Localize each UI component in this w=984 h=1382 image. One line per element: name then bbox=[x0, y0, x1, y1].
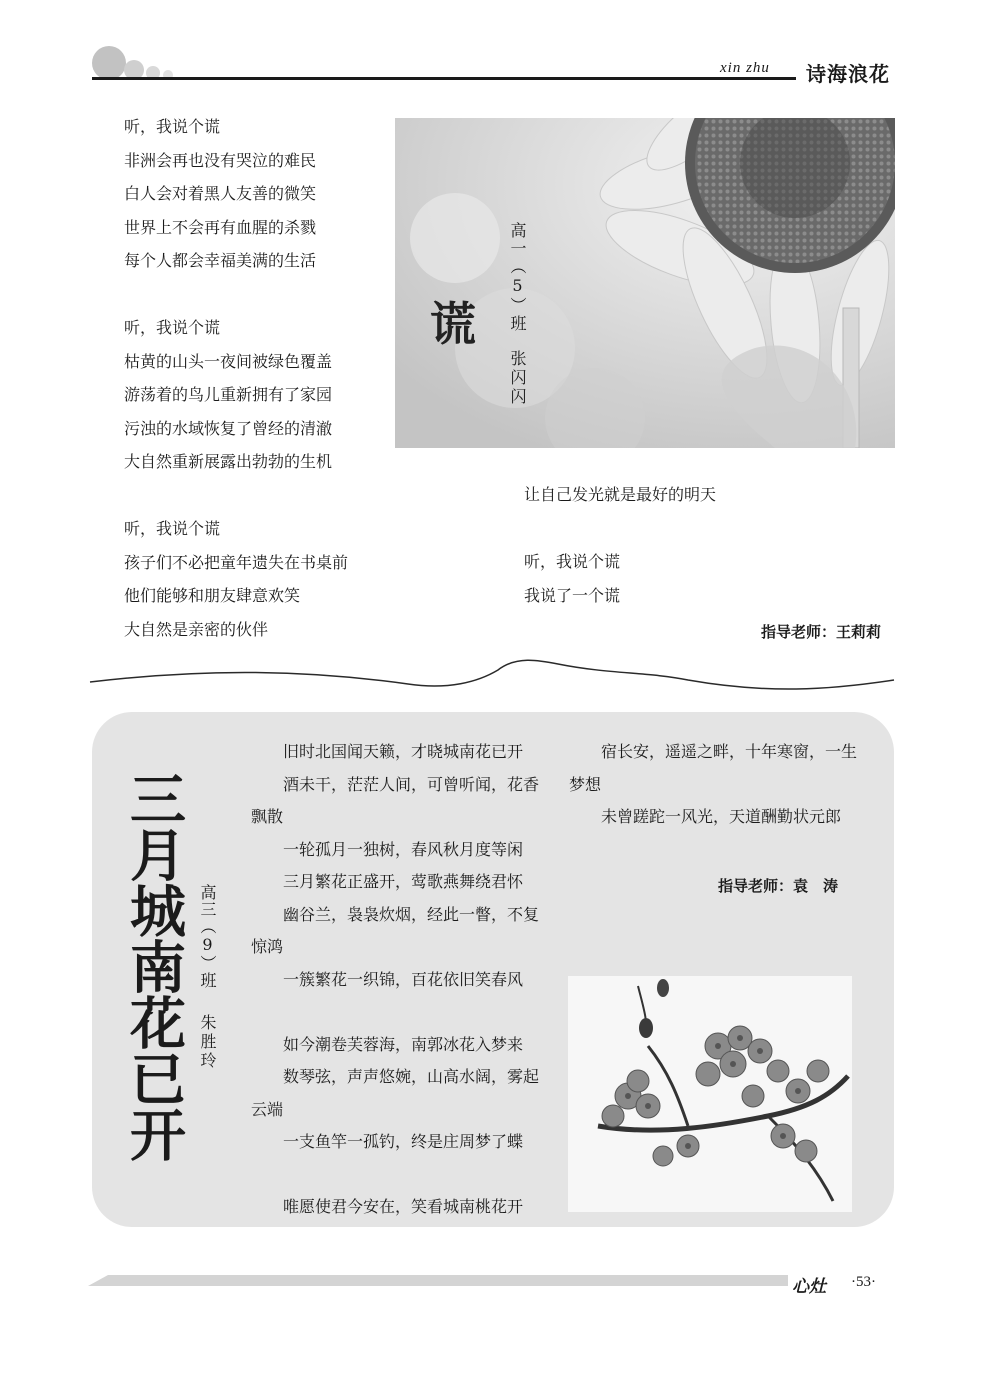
header-pinyin: xin zhu bbox=[720, 60, 770, 76]
poem1-stanzas bbox=[124, 110, 348, 646]
poem-line: 我说了一个谎 bbox=[524, 585, 621, 605]
poem-line: 污浊的水域恢复了曾经的清澈 bbox=[124, 418, 333, 438]
header-rule bbox=[92, 77, 796, 80]
column-title: 诗海浪花 bbox=[806, 62, 890, 86]
poem-line: 未曾蹉跎一风光，天道酬勤状元郎 bbox=[601, 807, 842, 826]
poem-line: 大自然重新展露出勃勃的生机 bbox=[124, 452, 333, 471]
poem1-title: 谎 bbox=[430, 297, 476, 351]
poem-line: 听，我说个谎 bbox=[124, 117, 221, 136]
poem1-author: 张闪闪 bbox=[508, 350, 527, 407]
poem-line: 酒未干，茫茫人间，可曾听闻，花香飘散 bbox=[251, 774, 540, 826]
poem-line: 听，我说个谎 bbox=[124, 318, 221, 337]
poem1-right-column bbox=[524, 478, 716, 612]
poem-line: 他们能够和朋友肆意欢笑 bbox=[124, 586, 301, 605]
poem-line: 一簇繁花一织锦，百花依旧笑春风 bbox=[283, 969, 524, 989]
poem-line: 宿长安，遥遥之畔，十年寒窗，一生梦想 bbox=[569, 742, 858, 794]
poem-line: 听，我说个谎 bbox=[524, 552, 621, 571]
poem2-teacher: 指导老师：袁 涛 bbox=[718, 877, 839, 895]
poem1-class: 高一（5）班 bbox=[508, 222, 527, 333]
poem-line: 大自然是亲密的伙伴 bbox=[124, 619, 269, 639]
blossom-illustration bbox=[568, 976, 852, 1212]
poem-line: 如今潮卷芙蓉海，南郭冰花入梦来 bbox=[283, 1034, 524, 1054]
poem2-column-1 bbox=[251, 736, 541, 1224]
page-number: ·53· bbox=[851, 1274, 876, 1290]
poem-line: 一轮孤月一独树，春风秋月度等闲 bbox=[283, 839, 524, 859]
poem2-column-2 bbox=[569, 736, 859, 834]
poem-line: 每个人都会幸福美满的生活 bbox=[124, 251, 317, 270]
poem-line: 非洲会再也没有哭泣的难民 bbox=[124, 150, 317, 170]
sunflower-photo bbox=[395, 118, 895, 448]
blossom-photo bbox=[568, 976, 852, 1212]
poem-line: 白人会对着黑人友善的微笑 bbox=[124, 184, 317, 203]
poem-line: 数琴弦，声声悠婉，山高水阔，雾起云端 bbox=[251, 1067, 540, 1119]
poem-line: 听，我说个谎 bbox=[124, 519, 221, 538]
wave-divider bbox=[88, 650, 896, 700]
header-circle-large bbox=[92, 46, 126, 80]
poem-line: 幽谷兰，袅袅炊烟，经此一瞥，不复惊鸿 bbox=[251, 904, 540, 956]
footer-bar bbox=[88, 1272, 788, 1288]
poem-line: 孩子们不必把童年遗失在书桌前 bbox=[124, 552, 349, 572]
poem-line: 唯愿使君今安在，笑看城南桃花开 bbox=[283, 1197, 524, 1216]
poem-line: 三月繁花正盛开，莺歌燕舞绕君怀 bbox=[283, 872, 524, 891]
poem-line: 游荡着的鸟儿重新拥有了家园 bbox=[124, 385, 333, 404]
poem-line: 让自己发光就是最好的明天 bbox=[524, 485, 717, 504]
poem-line: 一支鱼竿一孤钓，终是庄周梦了蝶 bbox=[283, 1132, 524, 1151]
sunflower-illustration bbox=[395, 118, 895, 448]
poem-line: 旧时北国闻天籁，才晓城南花已开 bbox=[283, 742, 524, 761]
footer-brand: 心灶 bbox=[792, 1277, 826, 1297]
poem-line: 枯黄的山头一夜间被绿色覆盖 bbox=[124, 351, 333, 371]
poem1-teacher: 指导老师：王莉莉 bbox=[761, 623, 882, 641]
poem2-class: 高三（9）班 bbox=[198, 884, 217, 989]
poem2-title: 三月城南花已开 bbox=[121, 770, 186, 1162]
poem-line: 世界上不会再有血腥的杀戮 bbox=[124, 217, 317, 237]
poem2-author: 朱胜玲 bbox=[198, 1014, 217, 1071]
